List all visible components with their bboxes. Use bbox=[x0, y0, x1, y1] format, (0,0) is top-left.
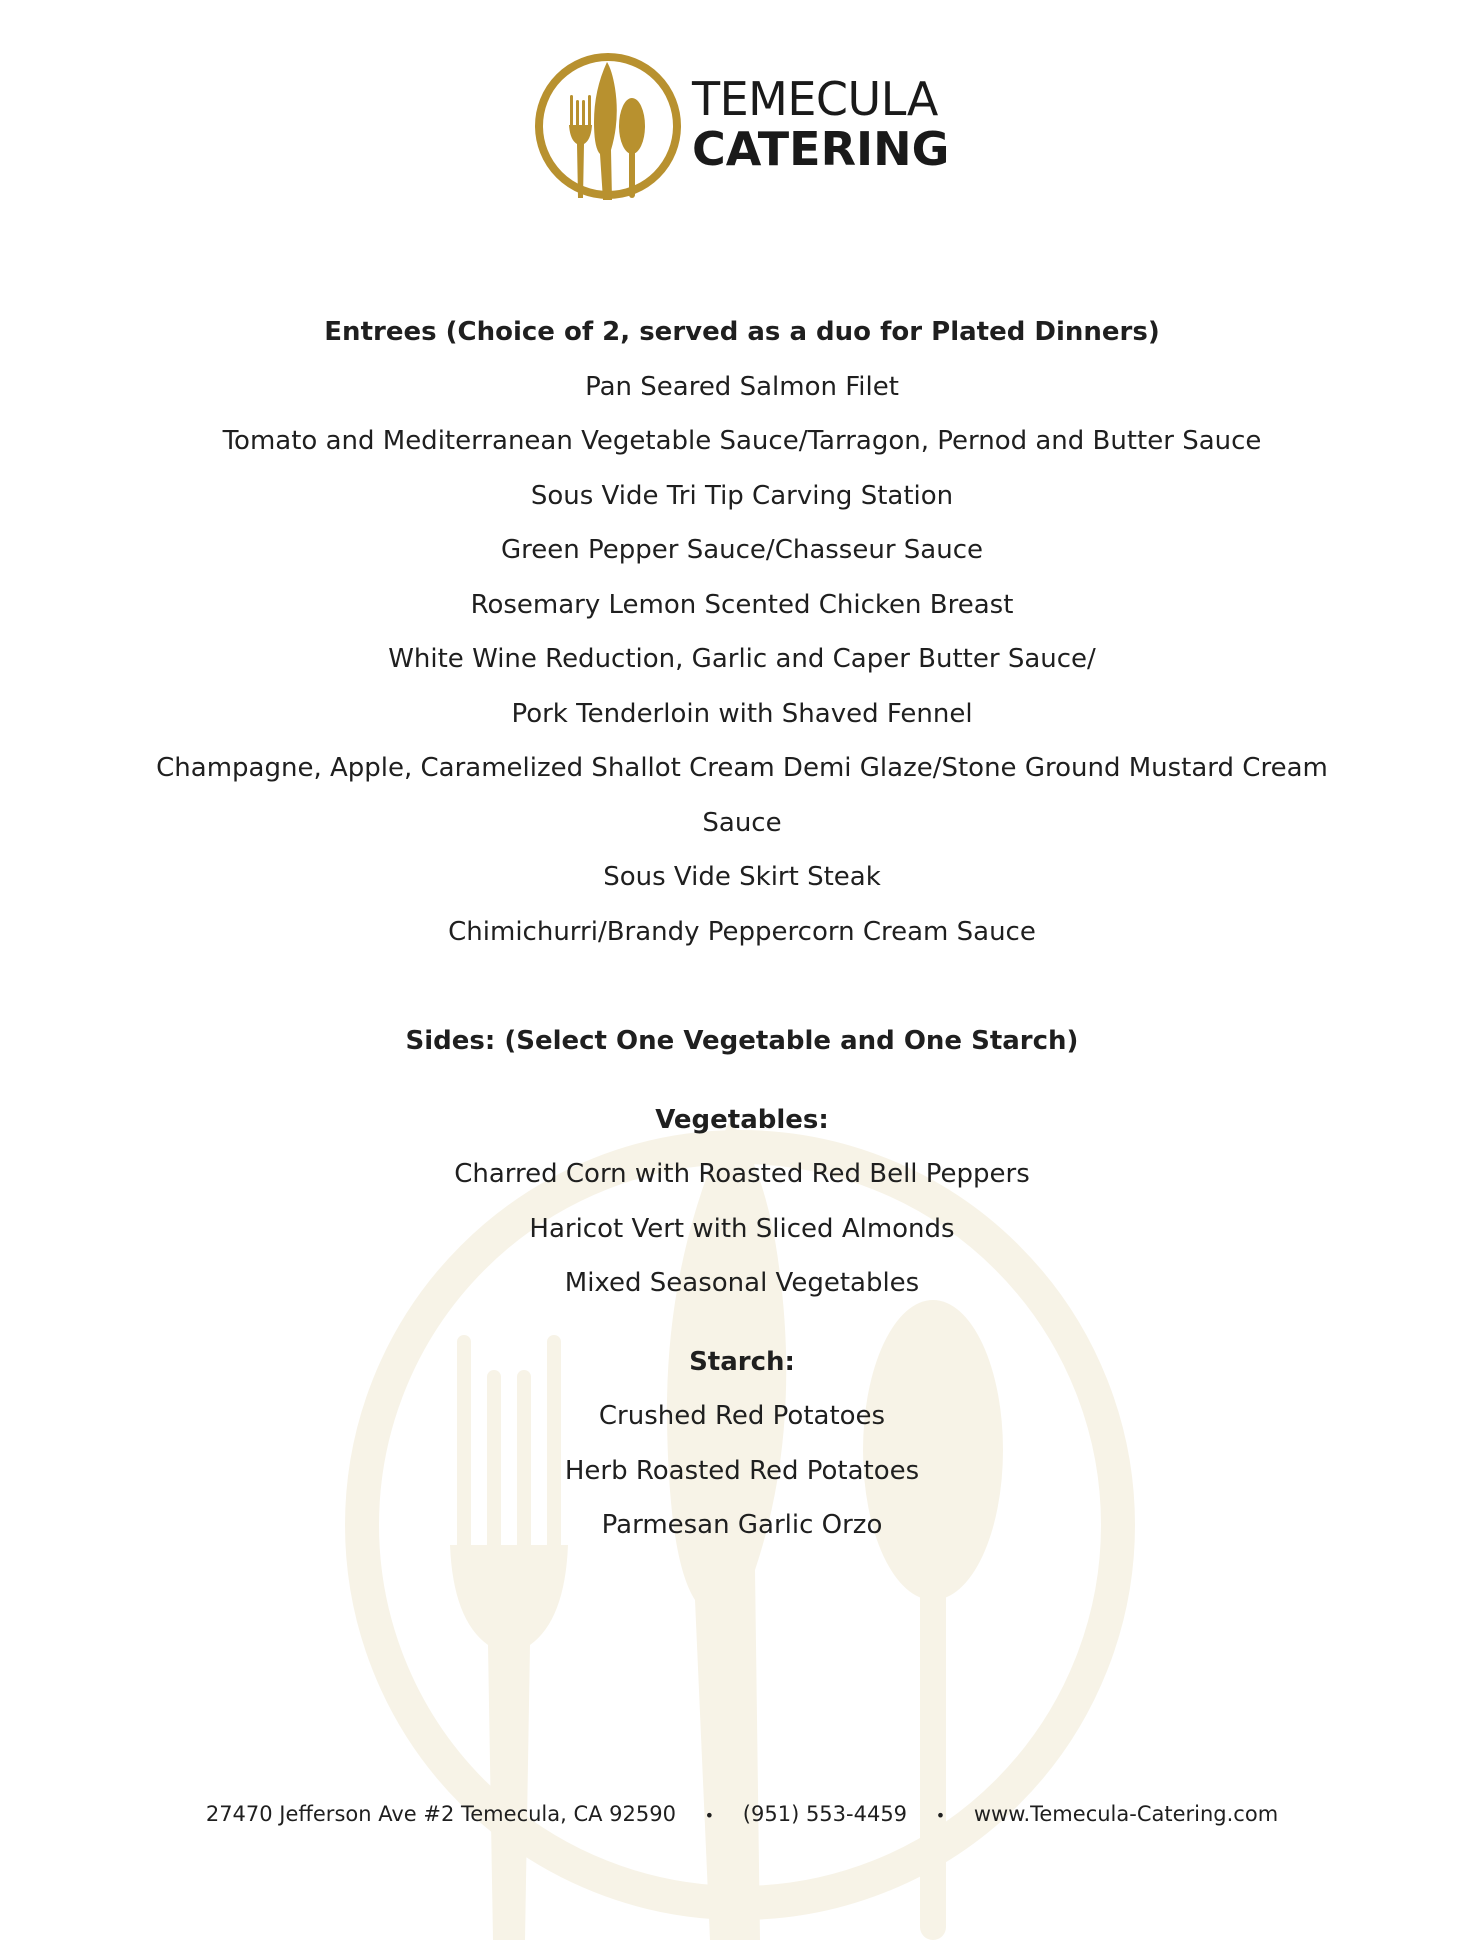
brand-logo bbox=[532, 50, 952, 202]
starch-item: Crushed Red Potatoes bbox=[598, 1401, 886, 1431]
starch-item: Parmesan Garlic Orzo bbox=[601, 1510, 883, 1540]
entree-item: Sous Vide Tri Tip Carving Station bbox=[530, 480, 954, 511]
fork-knife-spoon-circle-icon bbox=[532, 50, 684, 202]
entree-item: Pan Seared Salmon Filet bbox=[585, 371, 899, 402]
entree-item: Pork Tenderloin with Shaved Fennel bbox=[511, 698, 973, 729]
entree-item: Chimichurri/Brandy Peppercorn Cream Sauce bbox=[448, 916, 1036, 947]
entrees-heading: Entrees (Choice of 2, served as a duo for Plated Dinners) bbox=[324, 317, 1160, 347]
brand-name-line1: TEMECULA bbox=[692, 72, 938, 126]
menu-content bbox=[0, 305, 1484, 1553]
footer-separator: • bbox=[704, 1805, 715, 1825]
sides-heading: Sides: (Select One Vegetable and One Starch) bbox=[405, 1026, 1079, 1056]
contact-footer bbox=[0, 1802, 1484, 1826]
entree-item: Rosemary Lemon Scented Chicken Breast bbox=[470, 589, 1014, 620]
starch-heading: Starch: bbox=[689, 1346, 795, 1377]
entree-item: White Wine Reduction, Garlic and Caper Butter Sauce/ bbox=[388, 644, 1096, 674]
starch-item: Herb Roasted Red Potatoes bbox=[564, 1455, 920, 1486]
entree-item: Green Pepper Sauce/Chasseur Sauce bbox=[501, 535, 983, 565]
vegetables-heading: Vegetables: bbox=[655, 1104, 829, 1135]
footer-website: www.Temecula-Catering.com bbox=[973, 1802, 1279, 1826]
entree-item: Tomato and Mediterranean Vegetable Sauce/Tarragon, Pernod and Butter Sauce bbox=[222, 426, 1262, 456]
footer-phone: (951) 553-4459 bbox=[742, 1802, 908, 1826]
entree-item: Sous Vide Skirt Steak bbox=[603, 862, 881, 892]
footer-separator: • bbox=[935, 1805, 946, 1825]
vegetable-item: Haricot Vert with Sliced Almonds bbox=[529, 1213, 955, 1244]
vegetable-item: Charred Corn with Roasted Red Bell Peppers bbox=[454, 1159, 1030, 1189]
footer-address: 27470 Jefferson Ave #2 Temecula, CA 92590 bbox=[205, 1802, 676, 1826]
brand-name-line2: CATERING bbox=[692, 122, 950, 176]
vegetable-item: Mixed Seasonal Vegetables bbox=[564, 1268, 920, 1298]
entree-item: Champagne, Apple, Caramelized Shallot Cream Demi Glaze/Stone Ground Mustard Cream bbox=[156, 753, 1328, 783]
entree-item: Sauce bbox=[702, 807, 782, 838]
